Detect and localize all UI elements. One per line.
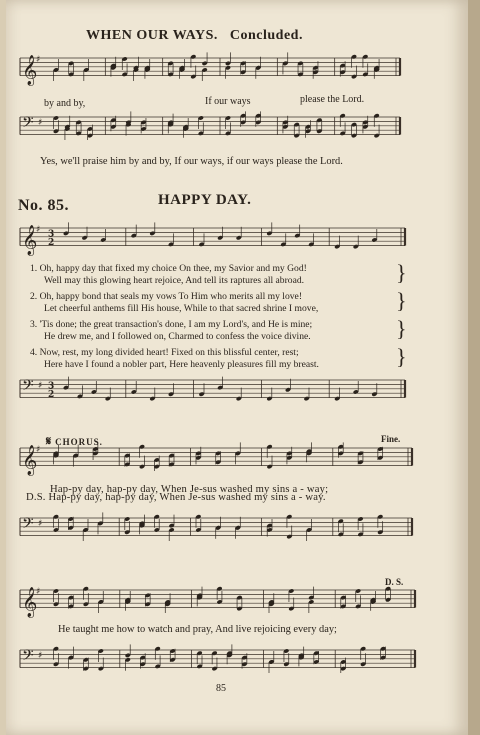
- staff-lines: [20, 380, 405, 401]
- chorus-lyric-2: D.S. Hap-py day, hap-py day, When Je-sus washed my sins a - way.: [26, 492, 326, 503]
- header-subtitle: Concluded.: [229, 28, 303, 43]
- top-lyric-3: please the Lord.: [300, 94, 365, 105]
- segno-icon: 𝄋: [46, 434, 53, 448]
- chorus-bass-staff: [20, 508, 422, 548]
- time-signature-top: 3: [48, 229, 55, 240]
- bass-clef-icon: 𝄢: [22, 114, 34, 136]
- top-bass-staff: [20, 107, 410, 147]
- top-lyric-2: If our ways: [205, 96, 251, 107]
- sharp-icon: ♯: [36, 55, 41, 65]
- chorus-label-text: CHORUS.: [55, 437, 103, 447]
- verse-1-line-1: 1. Oh, happy day that fixed my choice On thee, my Savior and my God!: [30, 263, 307, 274]
- time-signature-bottom: 2: [48, 390, 55, 401]
- page-edge: [468, 0, 480, 735]
- verse-4-brace: }: [396, 344, 407, 369]
- treble-clef-icon: 𝄞: [22, 55, 38, 86]
- hymn-bass-staff: [20, 370, 415, 410]
- last-treble-staff: [20, 580, 425, 620]
- bass-clef-icon: 𝄢: [22, 515, 34, 537]
- last-bass-staff: [20, 640, 425, 680]
- sharp-icon: ♯: [38, 118, 43, 128]
- sharp-icon: ♯: [36, 587, 41, 597]
- chorus-treble-staff: [20, 438, 422, 478]
- staff-lines: [20, 650, 415, 668]
- top-treble-staff: [20, 48, 410, 88]
- header-title-text: WHEN OUR WAYS.: [86, 28, 218, 43]
- bass-clef-icon: 𝄢: [22, 377, 34, 399]
- treble-clef-icon: 𝄞: [22, 225, 38, 256]
- sharp-icon: ♯: [38, 651, 43, 661]
- header-title: [86, 28, 303, 44]
- page-number: 85: [216, 683, 226, 694]
- verse-2-line-1: 2. Oh, happy bond that seals my vows To Him who merits all my love!: [30, 291, 303, 302]
- verse-1-line-2: Well may this glowing heart rejoice, And tell its raptures all abroad.: [44, 275, 305, 286]
- treble-clef-icon: 𝄞: [22, 587, 38, 618]
- top-bass-lyric: Yes, we'll praise him by and by, If our ways, if our ways please the Lord.: [40, 156, 343, 167]
- staff-lines: [20, 228, 405, 249]
- verse-3-line-1: 3. 'Tis done; the great transaction's done, I am my Lord's, and He is mine;: [30, 319, 313, 330]
- verse-2-line-2: Let cheerful anthems fill His house, While to that sacred shrine I move,: [44, 303, 319, 314]
- sharp-icon: ♯: [36, 445, 41, 455]
- hymn-treble-staff: [20, 218, 415, 258]
- top-lyric-1: by and by,: [44, 98, 86, 109]
- time-signature-top: 3: [48, 381, 55, 392]
- ds-marking: D. S.: [385, 577, 404, 587]
- chorus-lyric-1: Hap-py day, hap-py day, When Je-sus washed my sins a - way;: [50, 484, 329, 495]
- verse-3-brace: }: [396, 316, 407, 341]
- treble-clef-icon: 𝄞: [22, 445, 38, 476]
- verse-1-brace: }: [396, 260, 407, 285]
- hymn-number: No. 85.: [18, 197, 70, 214]
- time-signature-bottom: 2: [48, 238, 55, 249]
- fine-marking: Fine.: [381, 434, 401, 444]
- verse-3-line-2: He drew me, and I followed on, Charmed to confess the voice divine.: [44, 331, 311, 342]
- hymn-title: HAPPY DAY.: [158, 192, 252, 208]
- verse-4-line-1: 4. Now, rest, my long divided heart! Fixed on this blissful center, rest;: [30, 347, 299, 358]
- bass-clef-icon: 𝄢: [22, 647, 34, 669]
- sharp-icon: ♯: [36, 225, 41, 235]
- sharp-icon: ♯: [38, 519, 43, 529]
- sharp-icon: ♯: [38, 381, 43, 391]
- verse-2-brace: }: [396, 288, 407, 313]
- last-lyric: He taught me how to watch and pray, And live rejoicing every day;: [58, 624, 337, 635]
- verse-4-line-2: Here have I found a nobler part, Here heavenly pleasures fill my breast.: [44, 359, 319, 370]
